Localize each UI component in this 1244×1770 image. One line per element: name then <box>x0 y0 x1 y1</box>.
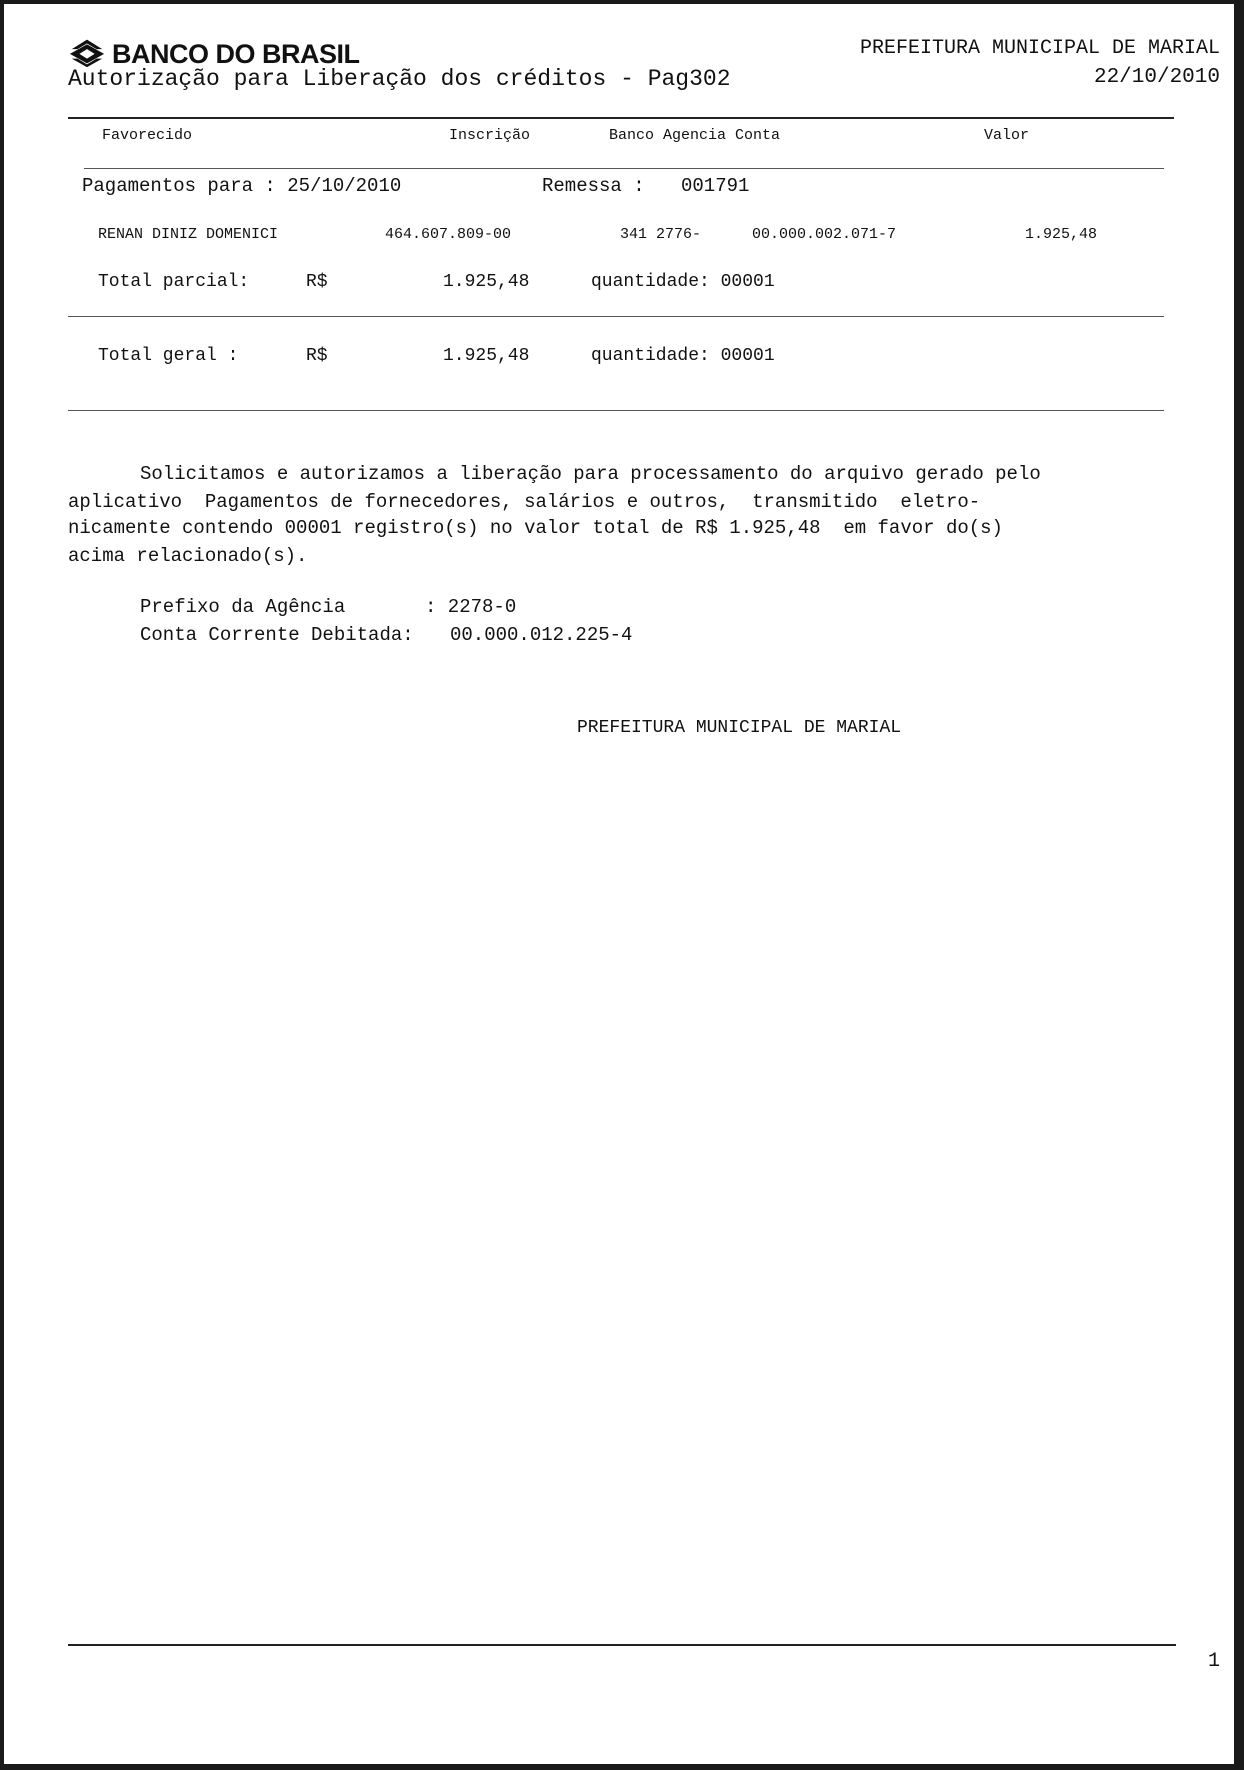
header-rule <box>68 117 1174 119</box>
authorization-line-4: acima relacionado(s). <box>68 545 308 567</box>
total-parcial-quantidade: quantidade: 00001 <box>591 272 775 292</box>
signature-block: PREFEITURA MUNICIPAL DE MARIAL <box>577 718 902 738</box>
total-geral-currency: R$ <box>306 346 328 366</box>
valor-value: 1.925,48 <box>1025 226 1098 243</box>
document-title: Autorização para Liberação dos créditos - Pag302 <box>68 66 731 92</box>
inscricao-value: 464.607.809-00 <box>385 226 512 243</box>
favorecido-name: RENAN DINIZ DOMENICI <box>98 226 279 243</box>
divider <box>68 316 1164 317</box>
column-header-valor: Valor <box>984 127 1030 144</box>
total-parcial-currency: R$ <box>306 272 328 292</box>
total-geral-amount: 1.925,48 <box>443 346 530 366</box>
remessa-value: 001791 <box>681 175 750 197</box>
divider <box>68 410 1164 411</box>
prefixo-value: : 2278-0 <box>425 596 517 618</box>
authorization-line-1: Solicitamos e autorizamos a liberação para processamento do arquivo gerado pelo <box>140 463 1041 485</box>
footer-rule <box>68 1644 1176 1646</box>
remessa-label: Remessa : <box>542 175 645 197</box>
conta-corrente-value: 00.000.012.225-4 <box>450 624 633 646</box>
page-number: 1 <box>1207 1650 1220 1673</box>
total-geral-quantidade: quantidade: 00001 <box>591 346 775 366</box>
total-parcial-label: Total parcial: <box>98 272 250 292</box>
pagamentos-para: Pagamentos para : 25/10/2010 <box>82 175 402 197</box>
authorization-line-2: aplicativo Pagamentos de fornecedores, salários e outros, transmitido eletro- <box>68 491 981 513</box>
banco-agencia-value: 341 2776- <box>620 226 702 243</box>
column-header-inscricao: Inscrição <box>449 127 531 144</box>
document-date: 22/10/2010 <box>1093 66 1220 89</box>
issuer-name: PREFEITURA MUNICIPAL DE MARIAL <box>859 37 1220 60</box>
document-page <box>4 4 1234 1764</box>
table-header-rule <box>84 168 1164 169</box>
total-geral-label: Total geral : <box>98 346 239 366</box>
bank-name: BANCO DO BRASIL <box>112 38 360 69</box>
conta-corrente-label: Conta Corrente Debitada: <box>140 624 414 646</box>
column-header-favorecido: Favorecido <box>102 127 193 144</box>
total-parcial-amount: 1.925,48 <box>443 272 530 292</box>
authorization-line-3: nicamente contendo 00001 registro(s) no valor total de R$ 1.925,48 em favor do(s) <box>68 517 1003 539</box>
conta-value: 00.000.002.071-7 <box>752 226 897 243</box>
column-header-banco-agencia-conta: Banco Agencia Conta <box>609 127 781 144</box>
prefixo-label: Prefixo da Agência <box>140 596 346 618</box>
